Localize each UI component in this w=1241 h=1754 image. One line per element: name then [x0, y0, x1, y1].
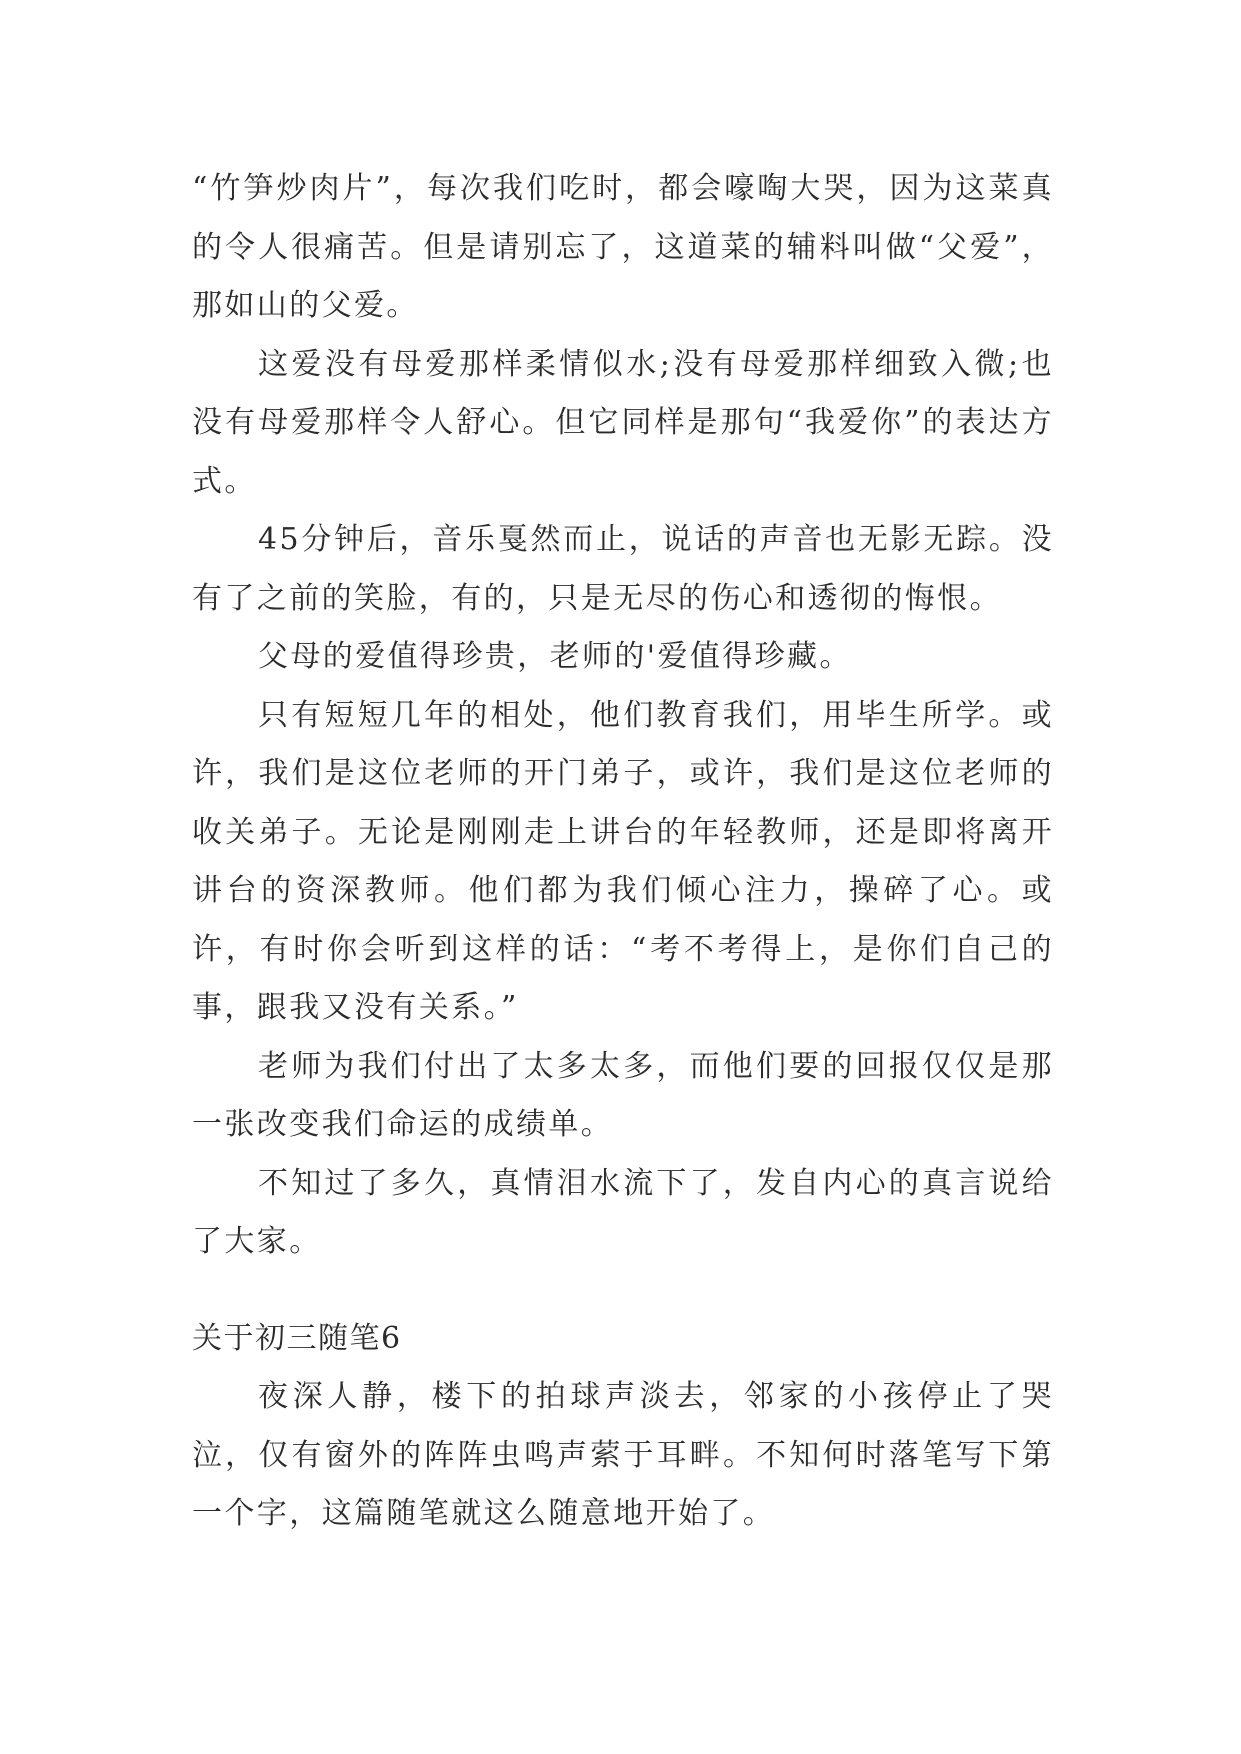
document-page	[192, 160, 1054, 1544]
paragraph: 45分钟后，音乐戛然而止，说话的声音也无影无踪。没有了之前的笑脸，有的，只是无尽的伤心和透彻的悔恨。	[192, 522, 1054, 616]
paragraph: 父母的爱值得珍贵，老师的'爱值得珍藏。	[258, 639, 852, 674]
section-heading: 关于初三随笔6	[192, 1320, 402, 1356]
paragraph: 只有短短几年的相处，他们教育我们，用毕生所学。或许，我们是这位老师的开门弟子，或许，我们是这位老师的收关弟子。无论是刚刚走上讲台的年轻教师，还是即将离开讲台的资深教师。他们都为我们倾心注力，操碎了心。或许，有时你会听到这样的话：“考不考得上，是你们自己的事，跟我又没有关系。”	[192, 697, 1054, 1025]
paragraph: 老师为我们付出了太多太多，而他们要的回报仅仅是那一张改变我们命运的成绩单。	[192, 1048, 1054, 1142]
paragraph: “竹笋炒肉片”，每次我们吃时，都会嚎啕大哭，因为这菜真的令人很痛苦。但是请别忘了，这道菜的辅料叫做“父爱”，那如山的父爱。	[192, 171, 1054, 323]
paragraph: 夜深人静，楼下的拍球声淡去，邻家的小孩停止了哭泣，仅有窗外的阵阵虫鸣声萦于耳畔。不知何时落笔写下第一个字，这篇随笔就这么随意地开始了。	[192, 1379, 1054, 1531]
paragraph: 这爱没有母爱那样柔情似水;没有母爱那样细致入微;也没有母爱那样令人舒心。但它同样是那句“我爱你”的表达方式。	[192, 346, 1054, 499]
paragraph: 不知过了多久，真情泪水流下了，发自内心的真言说给了大家。	[192, 1165, 1054, 1259]
